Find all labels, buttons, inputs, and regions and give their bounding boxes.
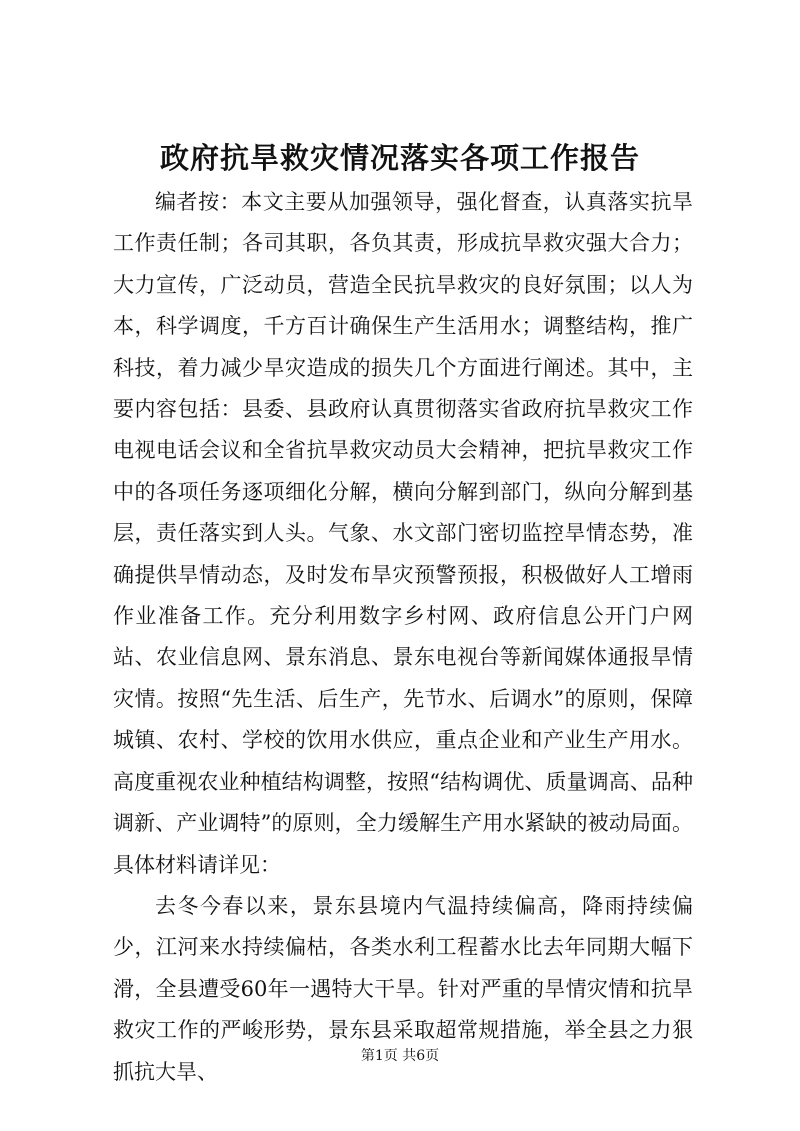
- paragraph-main: 去冬今春以来，景东县境内气温持续偏高，降雨持续偏少，江河来水持续偏枯，各类水利工程蓄水比去年同期大幅下滑，全县遭受60年一遇特大干旱。针对严重的旱情灾情和抗旱救灾工作的严峻形势，景东县采取超常规措施，举全县之力狠抓抗大旱、: [113, 893, 693, 1084]
- document-title: 政府抗旱救灾情况落实各项工作报告: [159, 141, 640, 175]
- paragraph-editor-note: 编者按：本文主要从加强领导，强化督查，认真落实抗旱工作责任制；各司其职，各负其责，形成抗旱救灾强大合力；大力宣传，广泛动员，营造全民抗旱救灾的良好氛围；以人为本，科学调度，千方百计确保生产生活用水；调整结构，推广科技，着力减少旱灾造成的损失几个方面进行阐述。其中，主要内容包括：县委、县政府认真贯彻落实省政府抗旱救灾工作电视电话会议和全省抗旱救灾动员大会精神，把抗旱救灾工作中的各项任务逐项细化分解，横向分解到部门，纵向分解到基层，责任落实到人头。气象、水文部门密切监控旱情态势，准确提供旱情动态，及时发布旱灾预警预报，积极做好人工增雨作业准备工作。充分利用数字乡村网、政府信息公开门户网站、农业信息网、景东消息、景东电视台等新闻媒体通报旱情灾情。按照“先生活、后生产，先节水、后调水”的原则，保障城镇、农村、学校的饮用水供应，重点企业和产业生产用水。高度重视农业种植结构调整，按照“结构调优、质量调高、品种调新、产业调特”的原则，全力缓解生产用水紧缺的被动局面。具体材料请详见：: [113, 190, 693, 877]
- page-footer: 第1页 共6页: [360, 1048, 440, 1064]
- document-body: [113, 182, 693, 1093]
